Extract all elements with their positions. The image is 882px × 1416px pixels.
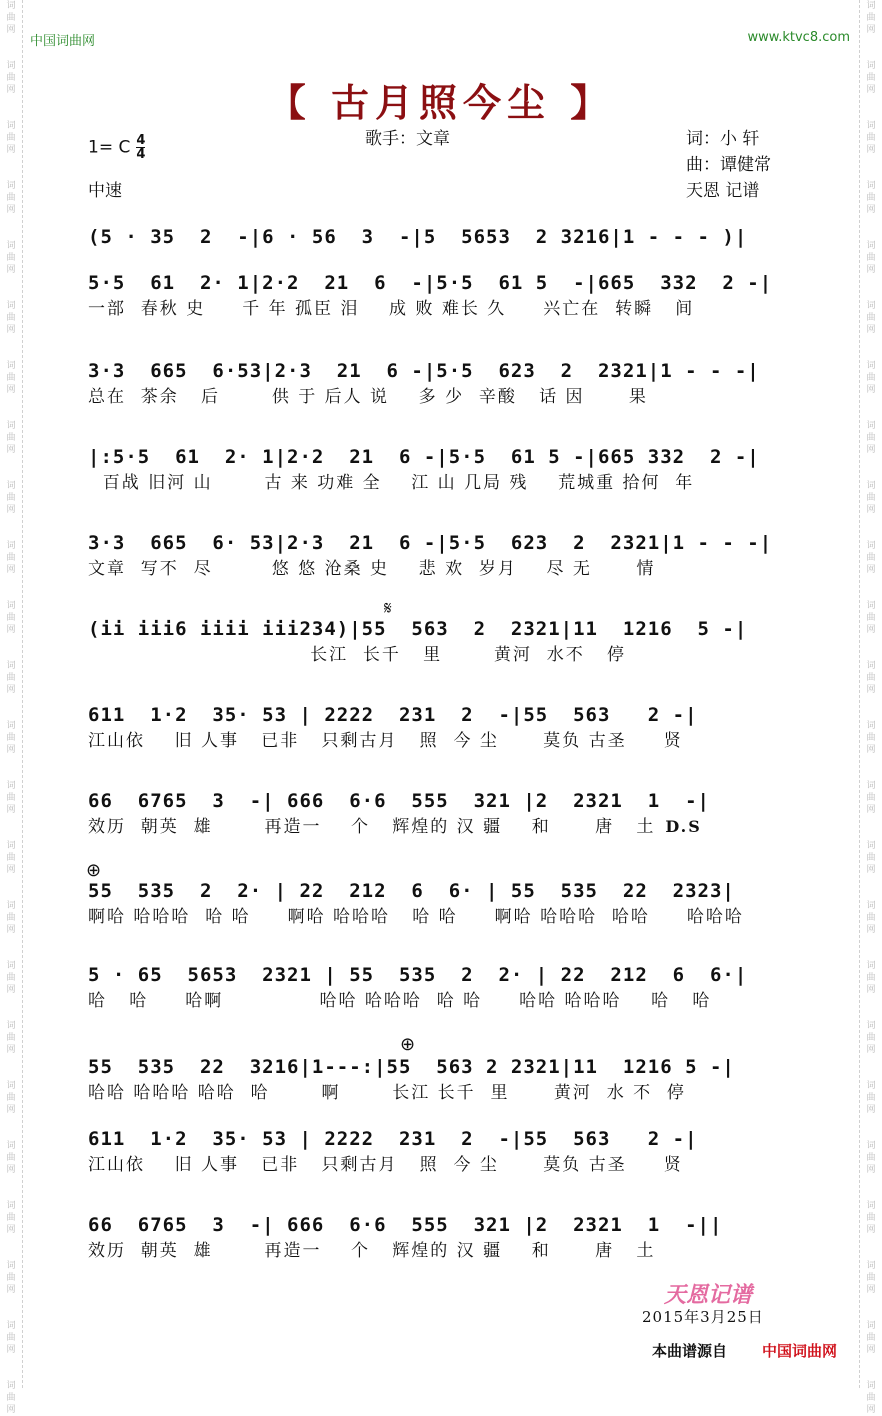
score-row [88, 1128, 808, 1175]
watermark-text: 词 曲 网 [866, 1021, 876, 1055]
score-row [88, 790, 808, 837]
source-site-link[interactable]: 中国词曲网 [762, 1342, 838, 1360]
watermark-text: 词 曲 网 [866, 1081, 876, 1115]
watermark-text: 词 曲 网 [866, 181, 876, 215]
watermark-text: 词 曲 网 [866, 1381, 876, 1415]
watermark-text: 词 曲 网 [6, 661, 16, 695]
watermark-text: 词 曲 网 [6, 181, 16, 215]
lyric-line: 文章 写不 尽 悠 悠 沧桑 史 悲 欢 岁月 尽 无 情 [88, 559, 656, 579]
watermark-text: 词 曲 网 [866, 901, 876, 935]
score-row [88, 360, 808, 407]
lyric-line: 百战 旧河 山 古 来 功难 全 江 山 几局 残 荒城重 拾何 年 [88, 473, 695, 493]
right-watermark-strip [859, 0, 882, 1415]
notation-line: 5·5 61 2· 1|2·2 21 6 -|5·5 61 5 -|665 332 2 -| [88, 272, 773, 294]
watermark-text: 词 曲 网 [866, 841, 876, 875]
lyric-line: 总在 茶余 后 供 于 后人 说 多 少 辛酸 话 因 果 [88, 387, 648, 407]
transcriber-stamp: 天恩记谱 [664, 1282, 753, 1308]
lyric-line: 效历 朝英 雄 再造一 个 辉煌的 汉 疆 和 唐 土 [88, 1241, 656, 1261]
site-url-link[interactable]: www.ktvc8.com [747, 30, 850, 45]
score-row [88, 1214, 808, 1261]
watermark-text: 词 曲 网 [866, 1261, 876, 1295]
lyric-line: 江山依 旧 人事 已非 只剩古月 照 今 尘 莫负 古圣 贤 [88, 731, 683, 751]
watermark-text: 词 曲 网 [866, 661, 876, 695]
watermark-text: 词 曲 网 [6, 541, 16, 575]
watermark-text: 词 曲 网 [6, 1081, 16, 1115]
notation-line: 5 · 65 5653 2321 | 55 535 2 2· | 22 212 6 6·| [88, 964, 748, 986]
watermark-text: 词 曲 网 [866, 301, 876, 335]
score-row [88, 226, 808, 248]
watermark-text: 词 曲 网 [866, 961, 876, 995]
watermark-text: 词 曲 网 [866, 1141, 876, 1175]
lyric-line: 江山依 旧 人事 已非 只剩古月 照 今 尘 莫负 古圣 贤 [88, 1155, 683, 1175]
score-row [88, 446, 808, 493]
watermark-text: 词 曲 网 [866, 241, 876, 275]
watermark-text: 词 曲 网 [866, 1201, 876, 1235]
watermark-text: 词 曲 网 [6, 601, 16, 635]
watermark-text: 词 曲 网 [866, 421, 876, 455]
time-signature [136, 134, 145, 161]
score-row [88, 272, 808, 319]
left-watermark-strip [0, 0, 23, 1415]
watermark-text: 词 曲 网 [6, 841, 16, 875]
time-bottom: 4 [136, 147, 146, 162]
lyric-line: 长江 长千 里 黄河 水不 停 [88, 645, 626, 665]
segno-sign: 𝄋 [384, 598, 392, 619]
singer-credit: 歌手：文章 [365, 129, 450, 149]
watermark-text: 词 曲 网 [6, 61, 16, 95]
score-row [88, 704, 808, 751]
watermark-text: 词 曲 网 [6, 961, 16, 995]
lyric-line: 一部 春秋 史 千 年 孤臣 泪 成 败 难长 久 兴亡在 转瞬 间 [88, 299, 695, 319]
key-label: 1= C [88, 137, 131, 158]
watermark-text: 词 曲 网 [6, 1141, 16, 1175]
lyric-line: 哈 哈 哈啊 哈哈 哈哈哈 哈 哈 哈哈 哈哈哈 哈 哈 [88, 991, 712, 1011]
watermark-text: 词 曲 网 [6, 241, 16, 275]
key-signature [88, 134, 145, 161]
coda-sign: ⊕ [86, 860, 102, 881]
site-name-link[interactable]: 中国词曲网 [30, 34, 96, 49]
watermark-text: 词 曲 网 [6, 1261, 16, 1295]
score-row [88, 532, 808, 579]
watermark-text: 词 曲 网 [6, 121, 16, 155]
watermark-text: 词 曲 网 [866, 541, 876, 575]
notation-line: 55 535 2 2· | 22 212 6 6· | 55 535 22 2323| [88, 880, 735, 902]
watermark-text: 词 曲 网 [6, 1321, 16, 1355]
watermark-text: 词 曲 网 [6, 901, 16, 935]
source-label: 本曲谱源自 [652, 1342, 728, 1360]
coda-sign: ⊕ [400, 1034, 416, 1055]
lyric-line: 哈哈 哈哈哈 哈哈 哈 啊 长江 长千 里 黄河 水 不 停 [88, 1083, 686, 1103]
watermark-text: 词 曲 网 [6, 1021, 16, 1055]
watermark-text: 词 曲 网 [6, 421, 16, 455]
watermark-text: 词 曲 网 [866, 781, 876, 815]
time-top: 4 [136, 133, 146, 148]
transcriber-credit: 天恩 记谱 [686, 181, 760, 201]
watermark-text: 词 曲 网 [6, 1201, 16, 1235]
notation-line: 66 6765 3 -| 666 6·6 555 321 |2 2321 1 -| [88, 790, 710, 812]
watermark-text: 词 曲 网 [6, 781, 16, 815]
composer-credit: 曲：谭健常 [686, 155, 771, 175]
score-row [88, 618, 808, 665]
watermark-text: 词 曲 网 [866, 481, 876, 515]
watermark-text: 词 曲 网 [6, 721, 16, 755]
notation-line: 3·3 665 6· 53|2·3 21 6 -|5·5 623 2 2321|1 - - -| [88, 532, 773, 554]
score-row [88, 880, 808, 927]
watermark-text: 词 曲 网 [6, 1, 16, 35]
tempo-marking: 中速 [88, 181, 122, 201]
watermark-text: 词 曲 网 [866, 601, 876, 635]
transcription-date: 2015年3月25日 [642, 1308, 764, 1326]
lyric-line [88, 812, 808, 837]
watermark-text: 词 曲 网 [6, 481, 16, 515]
watermark-text: 词 曲 网 [6, 1381, 16, 1415]
lyric-line: 啊哈 哈哈哈 哈 哈 啊哈 哈哈哈 哈 哈 啊哈 哈哈哈 哈哈 哈哈哈 [88, 907, 744, 927]
dal-segno-mark: D.S [665, 817, 702, 836]
notation-line: (5 · 35 2 -|6 · 56 3 -|5 5653 2 3216|1 - - - )| [88, 226, 748, 248]
notation-line: 55 535 22 3216|1---:|55 563 2 2321|11 1216 5 -| [88, 1056, 735, 1078]
score-row [88, 964, 808, 1011]
watermark-text: 词 曲 网 [6, 361, 16, 395]
song-title: 【 古月照今尘 】 [267, 80, 615, 125]
lyric-text: 效历 朝英 雄 再造一 个 辉煌的 汉 疆 和 唐 土 [88, 817, 656, 837]
watermark-text: 词 曲 网 [866, 721, 876, 755]
watermark-text: 词 曲 网 [866, 61, 876, 95]
watermark-text: 词 曲 网 [866, 361, 876, 395]
notation-line: 611 1·2 35· 53 | 2222 231 2 -|55 563 2 -| [88, 1128, 698, 1150]
watermark-text: 词 曲 网 [866, 1, 876, 35]
notation-line: |:5·5 61 2· 1|2·2 21 6 -|5·5 61 5 -|665 332 2 -| [88, 446, 760, 468]
notation-line: (ii iii6 iiii iii234)|55 563 2 2321|11 1216 5 -| [88, 618, 748, 640]
notation-line: 3·3 665 6·53|2·3 21 6 -|5·5 623 2 2321|1 - - -| [88, 360, 760, 382]
watermark-text: 词 曲 网 [866, 1321, 876, 1355]
score-row [88, 1056, 808, 1103]
notation-line: 611 1·2 35· 53 | 2222 231 2 -|55 563 2 -| [88, 704, 698, 726]
notation-line: 66 6765 3 -| 666 6·6 555 321 |2 2321 1 -|| [88, 1214, 723, 1236]
watermark-text: 词 曲 网 [6, 301, 16, 335]
watermark-text: 词 曲 网 [866, 121, 876, 155]
lyricist-credit: 词：小 轩 [686, 129, 760, 149]
